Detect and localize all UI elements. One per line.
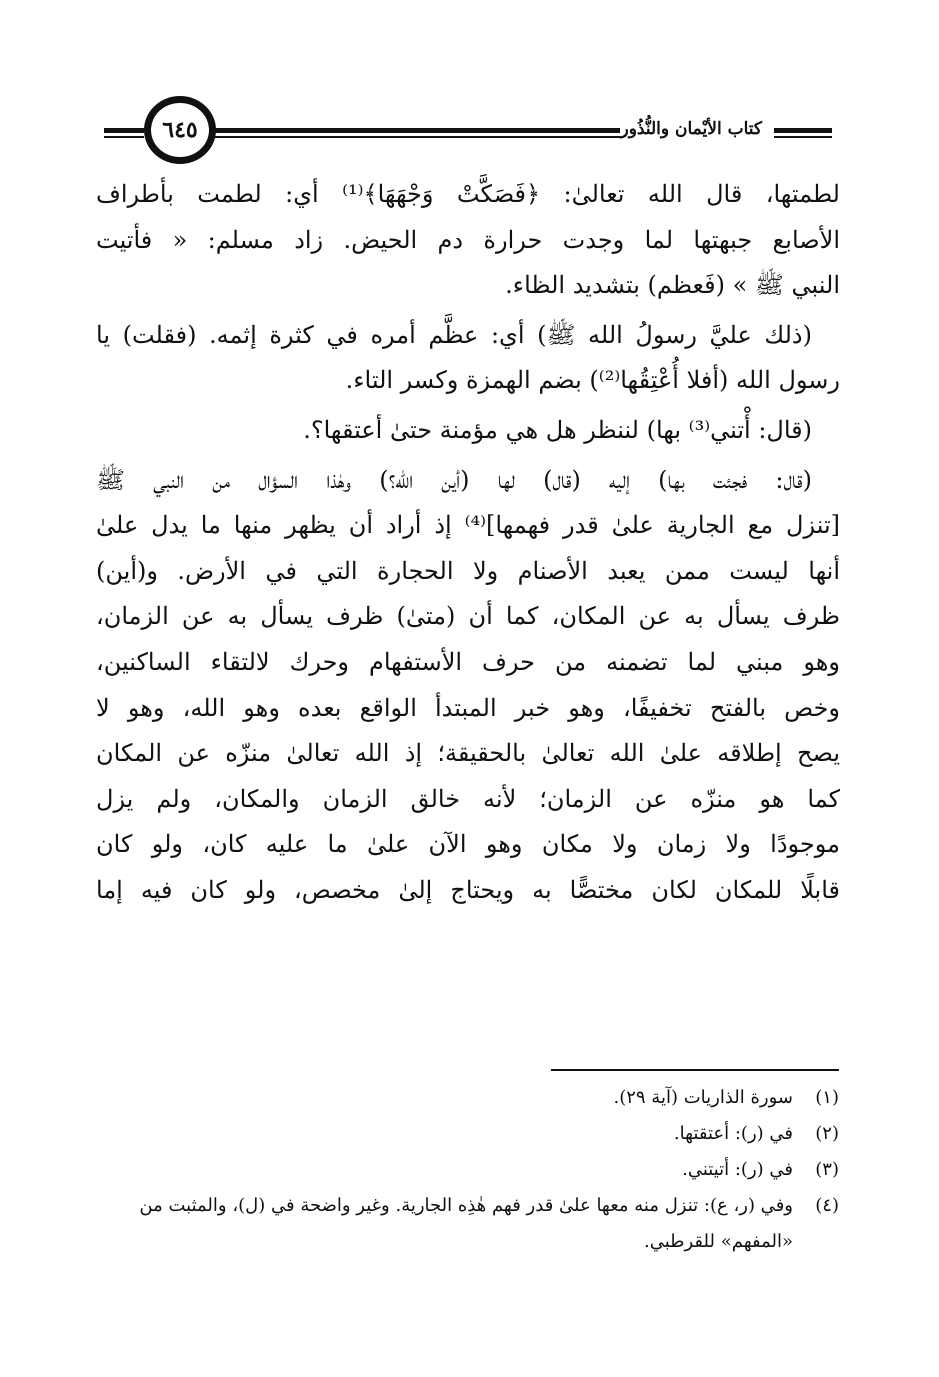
text-line: وخص بالفتح تخفيفًا، وهو خبر المبتدأ الواقع بعده وهو الله، وهو لا bbox=[96, 693, 840, 722]
paragraph-3 bbox=[96, 408, 840, 454]
text-line: كما هو منزّه عن الزمان؛ لأنه خالق الزمان والمكان، ولم يزل bbox=[96, 784, 840, 813]
footnote-text: سورة الذاريات (آية ٢٩). bbox=[613, 1087, 793, 1108]
footnote-number: (٣) bbox=[815, 1159, 839, 1180]
text-line: النبي ﷺ » (فَعظم) بتشديد الظاء. bbox=[505, 271, 840, 300]
text-line: لطمتها، قال الله تعالىٰ: ﴿فَصَكَّتْ وَجْهَهَا﴾⁽¹⁾ أي: لطمت بأطراف bbox=[96, 180, 840, 208]
header-rule-right bbox=[774, 128, 832, 138]
page-number: ٦٤٥ bbox=[144, 96, 216, 164]
text-line: رسول الله (أفلا أُعْتِقُها⁽²⁾) بضم الهمزة وكسر التاء. bbox=[345, 366, 840, 395]
footnote-text: وفي (ر، ع): تنزل منه معها علىٰ قدر فهم هٰذِه الجارية. وغير واضحة في (ل)، والمثبت من «المفهم» للقرطبي. bbox=[139, 1195, 793, 1252]
footnote-1 bbox=[108, 1080, 839, 1116]
footnote-text: في (ر): أتيتني. bbox=[682, 1159, 793, 1180]
text-line: (قال: أْتني⁽³⁾ بها) لننظر هل هي مؤمنة حتىٰ أعتقها؟. bbox=[303, 415, 812, 444]
footnotes bbox=[108, 1080, 839, 1260]
page-header bbox=[104, 94, 832, 168]
main-text bbox=[96, 172, 840, 914]
footnote-2 bbox=[108, 1116, 839, 1152]
header-rule-left bbox=[104, 128, 144, 138]
footnote-number: (٢) bbox=[815, 1123, 839, 1144]
text-line: موجودًا ولا زمان ولا مكان وهو الآن علىٰ ما عليه كان، ولو كان bbox=[96, 830, 840, 859]
paragraph-1 bbox=[96, 172, 840, 309]
text-line: (قال: فجئت بها) إليه (قال) لها (أين الله؟) وهٰذا السؤال من النبي ﷺ bbox=[96, 465, 812, 494]
text-line: الأصابع جبهتها لما وجدت حرارة دم الحيض. زاد مسلم: « فأتيت bbox=[96, 225, 840, 254]
footnote-separator bbox=[551, 1069, 839, 1071]
footnote-number: (٤) bbox=[815, 1195, 839, 1216]
footnote-number: (١) bbox=[815, 1087, 839, 1108]
text-line: وهو مبني لما تضمنه من حرف الأستفهام وحرك لالتقاء الساكنين، bbox=[96, 647, 840, 676]
footnote-3 bbox=[108, 1152, 839, 1188]
text-line: (ذلك عليَّ رسولُ الله ﷺ) أي: عظَّم أمره في كثرة إثمه. (فقلت) يا bbox=[96, 320, 812, 349]
text-line: قابلًا للمكان لكان مختصًّا به ويحتاج إلىٰ مخصص، ولو كان فيه إما bbox=[96, 875, 840, 904]
footnote-4 bbox=[108, 1188, 839, 1260]
paragraph-4 bbox=[96, 458, 840, 914]
header-rule-middle bbox=[214, 128, 620, 138]
footnote-text: في (ر): أعتقتها. bbox=[673, 1123, 793, 1144]
running-title: كتاب الأيْمان والنُّذُور bbox=[620, 119, 762, 139]
text-line: يصح إطلاقه علىٰ الله تعالىٰ بالحقيقة؛ إذ الله تعالىٰ منزّه عن المكان bbox=[96, 739, 840, 768]
paragraph-2 bbox=[96, 313, 840, 404]
text-line: ظرف يسأل به عن المكان، كما أن (متىٰ) ظرف يسأل به عن الزمان، bbox=[96, 602, 840, 631]
text-line: أنها ليست ممن يعبد الأصنام ولا الحجارة التي في الأرض. و(أين) bbox=[96, 556, 840, 585]
text-line: [تنزل مع الجارية علىٰ قدر فهمها]⁽⁴⁾ إذ أراد أن يظهر منها ما يدل علىٰ bbox=[96, 511, 840, 540]
